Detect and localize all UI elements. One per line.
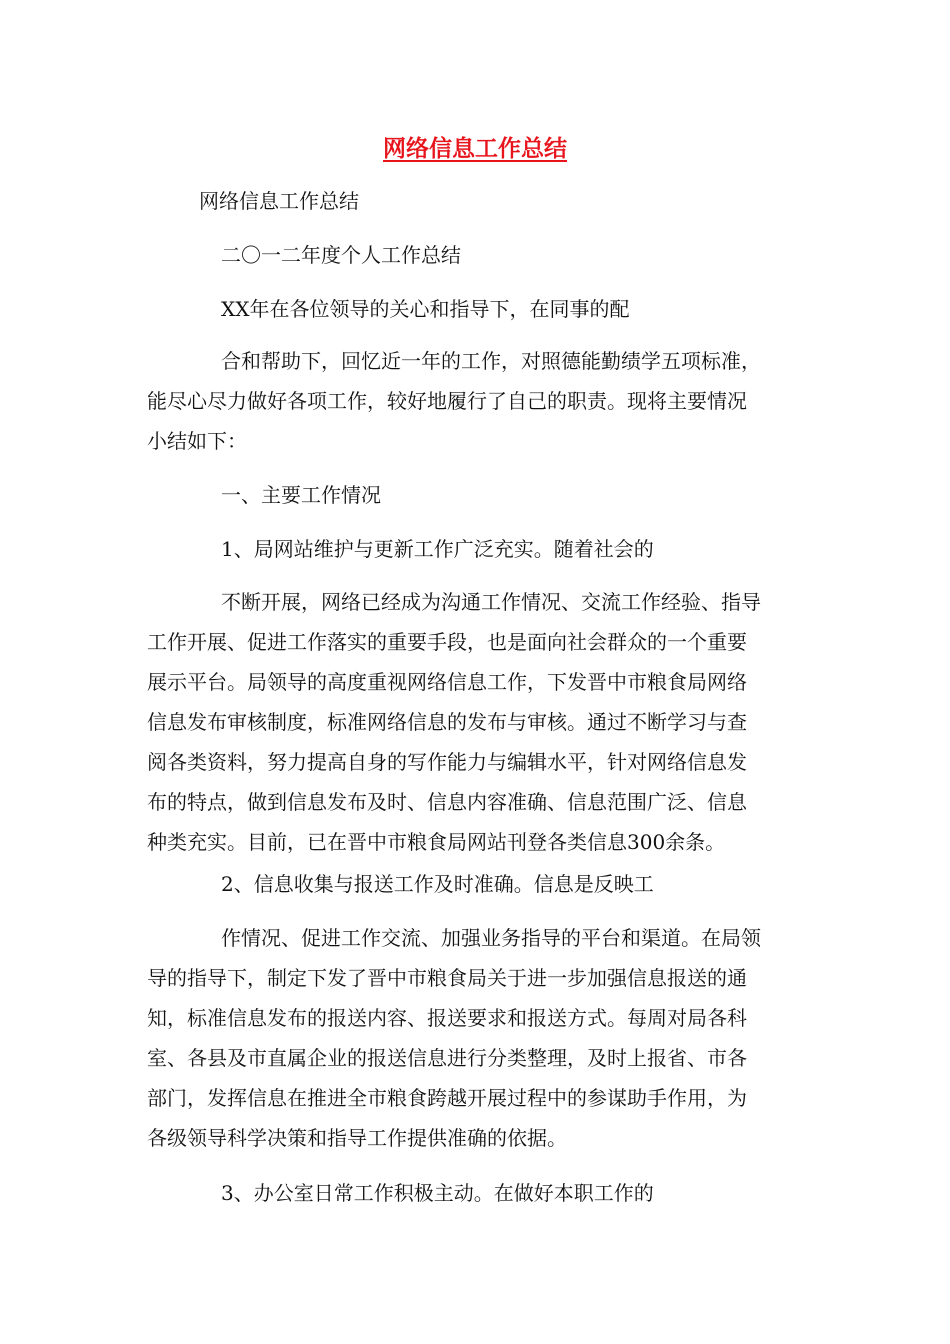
paragraph-line: 合和帮助下，回忆近一年的工作，对照德能勤绩学五项标准， <box>221 349 761 373</box>
paragraph-line: 小结如下： <box>147 429 247 453</box>
paragraph-line: 能尽心尽力做好各项工作，较好地履行了自己的职责。现将主要情况 <box>147 389 747 413</box>
intro-line: XX年在各位领导的关心和指导下，在同事的配 <box>221 297 630 321</box>
paragraph-line: 各级领导科学决策和指导工作提供准确的依据。 <box>147 1126 567 1150</box>
document-title: 网络信息工作总结 <box>383 135 567 162</box>
paragraph-line: 室、各县及市直属企业的报送信息进行分类整理，及时上报省、市各 <box>147 1046 747 1070</box>
item-1-heading: 1、局网站维护与更新工作广泛充实。随着社会的 <box>221 537 654 561</box>
paragraph-3 <box>147 918 807 1158</box>
section-1-heading: 一、主要工作情况 <box>221 483 381 507</box>
item-3-heading: 3、办公室日常工作积极主动。在做好本职工作的 <box>221 1181 654 1205</box>
paragraph-line: 展示平台。局领导的高度重视网络信息工作，下发晋中市粮食局网络 <box>147 670 747 694</box>
paragraph-line: 布的特点，做到信息发布及时、信息内容准确、信息范围广泛、信息 <box>147 790 747 814</box>
paragraph-line: 部门，发挥信息在推进全市粮食跨越开展过程中的参谋助手作用，为 <box>147 1086 747 1110</box>
paragraph-line: 信息发布审核制度，标准网络信息的发布与审核。通过不断学习与查 <box>147 710 747 734</box>
paragraph-line: 种类充实。目前，已在晋中市粮食局网站刊登各类信息300余条。 <box>147 830 726 854</box>
year-heading: 二〇一二年度个人工作总结 <box>221 243 461 267</box>
paragraph-line: 知，标准信息发布的报送内容、报送要求和报送方式。每周对局各科 <box>147 1006 747 1030</box>
document-subtitle: 网络信息工作总结 <box>199 189 359 213</box>
paragraph-line: 不断开展，网络已经成为沟通工作情况、交流工作经验、指导 <box>221 590 761 614</box>
paragraph-line: 导的指导下，制定下发了晋中市粮食局关于进一步加强信息报送的通 <box>147 966 747 990</box>
paragraph-1 <box>147 341 807 461</box>
paragraph-line: 作情况、促进工作交流、加强业务指导的平台和渠道。在局领 <box>221 926 761 950</box>
paragraph-line: 阅各类资料，努力提高自身的写作能力与编辑水平，针对网络信息发 <box>147 750 747 774</box>
paragraph-2 <box>147 582 807 862</box>
item-2-heading: 2、信息收集与报送工作及时准确。信息是反映工 <box>221 872 654 896</box>
paragraph-line: 工作开展、促进工作落实的重要手段，也是面向社会群众的一个重要 <box>147 630 747 654</box>
